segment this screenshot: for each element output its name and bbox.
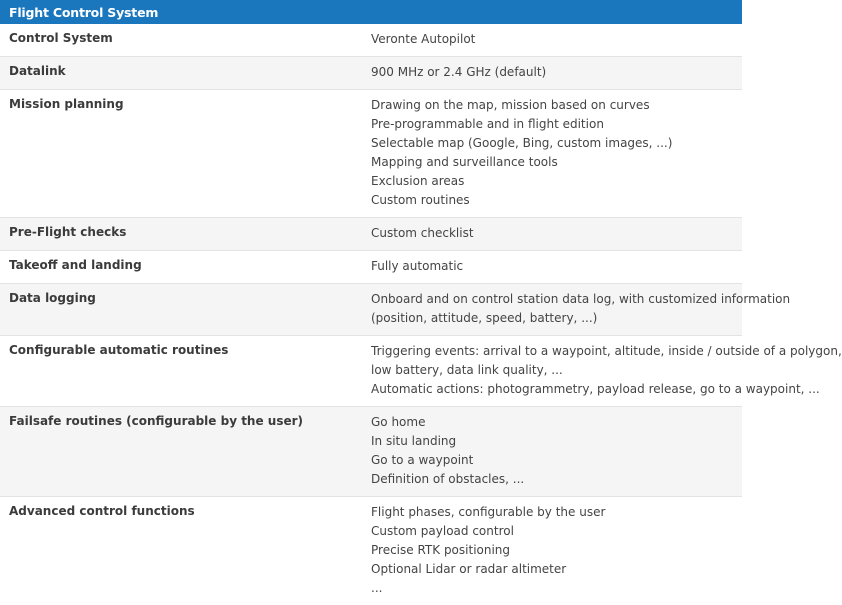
table-title: Flight Control System xyxy=(0,0,742,24)
value-line: Drawing on the map, mission based on curves xyxy=(371,96,742,115)
row-value xyxy=(371,24,742,57)
value-line: Onboard and on control station data log, with customized information xyxy=(371,290,742,309)
value-line: 900 MHz or 2.4 GHz (default) xyxy=(371,63,742,82)
value-line: Automatic actions: photogrammetry, payload release, go to a waypoint, ... xyxy=(371,380,742,399)
row-label: Datalink xyxy=(0,57,371,90)
value-line: Custom checklist xyxy=(371,224,742,243)
table-row xyxy=(0,90,742,218)
value-line: (position, attitude, speed, battery, ...) xyxy=(371,309,742,328)
table-row xyxy=(0,218,742,251)
table-row xyxy=(0,57,742,90)
row-label: Advanced control functions xyxy=(0,497,371,605)
row-value xyxy=(371,57,742,90)
value-line: Flight phases, configurable by the user xyxy=(371,503,742,522)
value-line: Pre-programmable and in flight edition xyxy=(371,115,742,134)
row-value xyxy=(371,251,742,284)
table-header-row xyxy=(0,0,742,24)
value-line: Selectable map (Google, Bing, custom images, ...) xyxy=(371,134,742,153)
table-row xyxy=(0,336,742,407)
row-value xyxy=(371,284,742,336)
row-label: Configurable automatic routines xyxy=(0,336,371,407)
value-line: Custom payload control xyxy=(371,522,742,541)
value-line: Precise RTK positioning xyxy=(371,541,742,560)
value-line: Triggering events: arrival to a waypoint, altitude, inside / outside of a polygon, xyxy=(371,342,742,361)
value-line: Exclusion areas xyxy=(371,172,742,191)
row-label: Takeoff and landing xyxy=(0,251,371,284)
row-label: Failsafe routines (configurable by the user) xyxy=(0,407,371,497)
value-line: Go home xyxy=(371,413,742,432)
row-value xyxy=(371,90,742,218)
value-line: Veronte Autopilot xyxy=(371,30,742,49)
value-line: low battery, data link quality, ... xyxy=(371,361,742,380)
row-value xyxy=(371,497,742,605)
table-row xyxy=(0,24,742,57)
table-row xyxy=(0,407,742,497)
row-label: Data logging xyxy=(0,284,371,336)
row-value xyxy=(371,336,742,407)
table-row xyxy=(0,284,742,336)
table-row xyxy=(0,251,742,284)
value-line: In situ landing xyxy=(371,432,742,451)
value-line: Mapping and surveillance tools xyxy=(371,153,742,172)
row-label: Mission planning xyxy=(0,90,371,218)
table-body xyxy=(0,24,742,605)
row-label: Control System xyxy=(0,24,371,57)
value-line: Go to a waypoint xyxy=(371,451,742,470)
row-value xyxy=(371,407,742,497)
value-line: Fully automatic xyxy=(371,257,742,276)
value-line: ... xyxy=(371,579,742,598)
value-line: Definition of obstacles, ... xyxy=(371,470,742,489)
value-line: Custom routines xyxy=(371,191,742,210)
value-line: Optional Lidar or radar altimeter xyxy=(371,560,742,579)
row-value xyxy=(371,218,742,251)
table-row xyxy=(0,497,742,605)
row-label: Pre-Flight checks xyxy=(0,218,371,251)
